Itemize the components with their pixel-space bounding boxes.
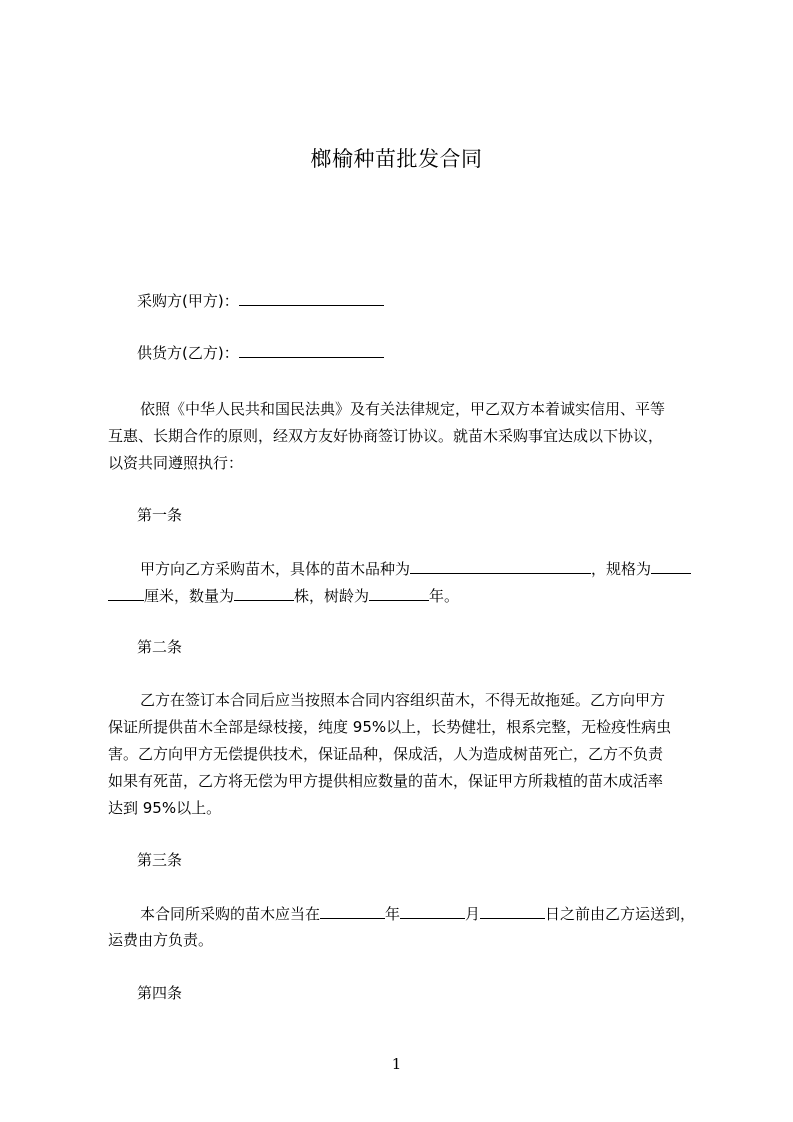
article-1-line-2 xyxy=(108,585,459,606)
document-title: 榔榆种苗批发合同 xyxy=(310,147,483,171)
article-2-line-2: 保证所提供苗木全部是绿枝接，纯度 95%以上，长势健壮，根系完整，无检疫性病虫 xyxy=(108,718,672,736)
article-3-text-c: 月 xyxy=(465,905,481,923)
age-blank xyxy=(369,585,429,601)
article-4-heading: 第四条 xyxy=(137,984,183,1002)
intro-line-1: 依照《中华人民共和国民法典》及有关法律规定，甲乙双方本着诚实信用、平等 xyxy=(140,400,666,418)
article-1-text-a: 甲方向乙方采购苗木，具体的苗木品种为 xyxy=(140,560,411,578)
day-blank xyxy=(480,903,545,919)
buyer-label: 采购方(甲方)： xyxy=(137,292,239,310)
article-3-heading: 第三条 xyxy=(137,851,183,869)
supplier-blank xyxy=(239,342,384,358)
spec-blank-start xyxy=(651,558,691,574)
article-2-heading: 第二条 xyxy=(137,638,183,656)
article-2-line-1: 乙方在签订本合同后应当按照本合同内容组织苗木，不得无故拖延。乙方向甲方 xyxy=(140,691,666,709)
article-1-text-c: 厘米，数量为 xyxy=(144,587,235,605)
article-1-text-b: ，规格为 xyxy=(591,560,652,578)
year-blank xyxy=(320,903,385,919)
variety-blank xyxy=(410,558,591,574)
article-1-line-1 xyxy=(140,558,691,579)
spec-blank-end xyxy=(108,585,144,601)
article-1-heading: 第一条 xyxy=(137,506,183,524)
article-3-text-d: 日之前由乙方运送到， xyxy=(545,905,696,923)
supplier-line xyxy=(137,342,384,363)
buyer-blank xyxy=(239,290,384,306)
article-3-line-2: 运费由方负责。 xyxy=(108,931,214,949)
article-1-text-e: 年。 xyxy=(429,587,460,605)
month-blank xyxy=(400,903,465,919)
article-1-text-d: 株，树龄为 xyxy=(294,587,370,605)
article-2-line-4: 如果有死苗，乙方将无偿为甲方提供相应数量的苗木，保证甲方所栽植的苗木成活率 xyxy=(108,772,664,790)
intro-line-2: 互惠、长期合作的原则，经双方友好协商签订协议。就苗木采购事宜达成以下协议， xyxy=(108,427,664,445)
article-2-line-5: 达到 95%以上。 xyxy=(108,799,222,817)
page-number: 1 xyxy=(391,1055,402,1073)
intro-line-3: 以资共同遵照执行： xyxy=(108,454,244,472)
quantity-blank xyxy=(234,585,294,601)
article-2-line-3: 害。乙方向甲方无偿提供技术，保证品种，保成活，人为造成树苗死亡，乙方不负责 xyxy=(108,745,664,763)
supplier-label: 供货方(乙方)： xyxy=(137,344,239,362)
article-3-text-b: 年 xyxy=(385,905,401,923)
buyer-line xyxy=(137,290,384,311)
article-3-text-a: 本合同所采购的苗木应当在 xyxy=(140,905,321,923)
article-3-line-1 xyxy=(140,903,695,924)
